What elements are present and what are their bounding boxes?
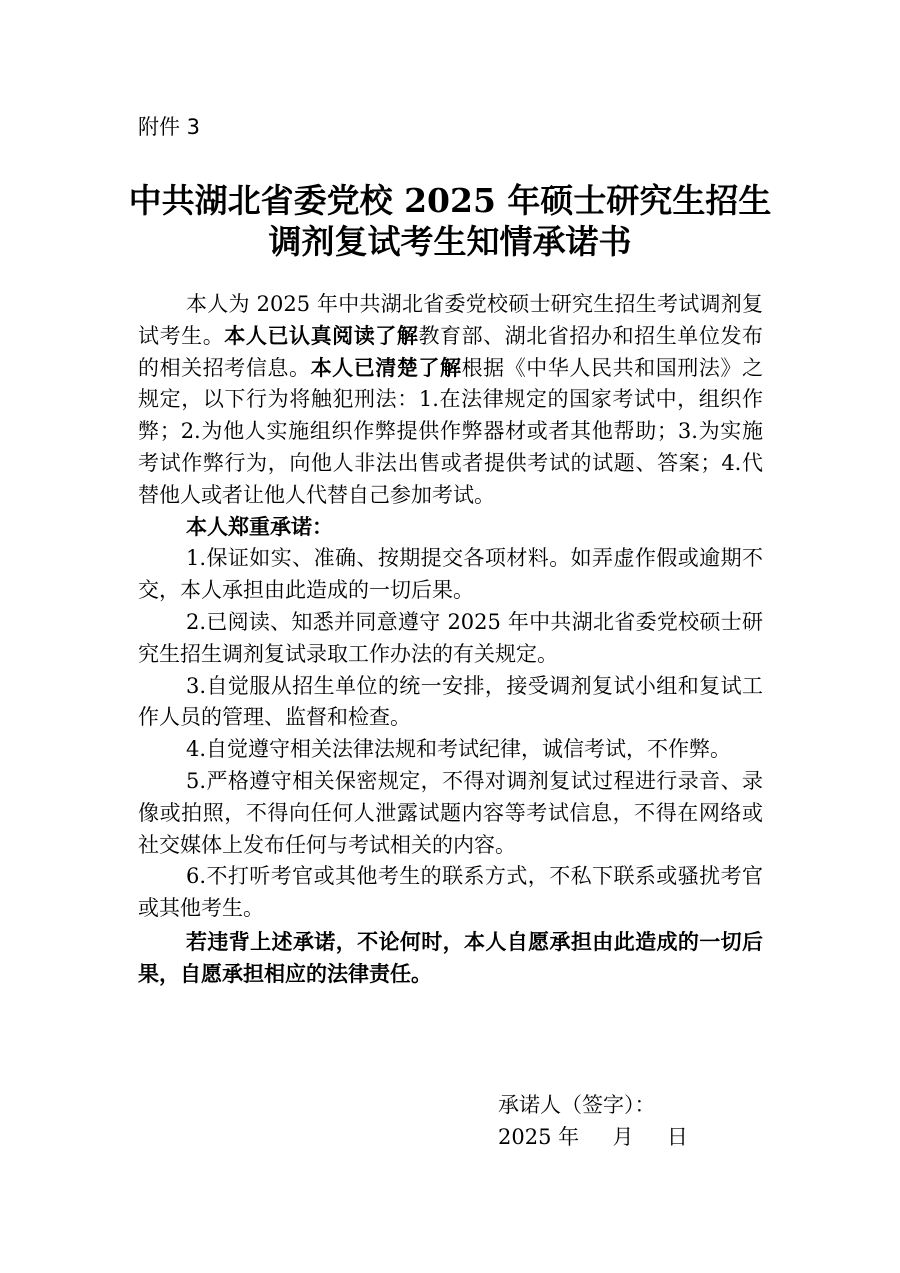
promise-item: 3.自觉服从招生单位的统一安排，接受调剂复试小组和复试工作人员的管理、监督和检查。: [138, 673, 763, 730]
intro-bold-1: 本人已认真阅读了解: [224, 323, 419, 348]
promise-item: 4.自觉遵守相关法律法规和考试纪律，诚信考试，不作弊。: [186, 737, 732, 762]
closing-statement: 若违背上述承诺，不论何时，本人自愿承担由此造成的一切后果，自愿承担相应的法律责任。: [138, 929, 763, 986]
intro-text-1: 本人为 2025 年中共湖北省委党校硕士研究生招生考试调剂复试考生。: [138, 292, 763, 348]
intro-text-2: 教育部、湖北省招办和招生单位发布的相关招考信息。: [138, 323, 764, 380]
signature-block: [498, 1089, 688, 1153]
document-title-line-2: 调剂复试考生知情承诺书: [268, 222, 632, 261]
promise-heading: 本人郑重承诺：: [186, 514, 333, 539]
signer-label: 承诺人（签字）：: [498, 1093, 656, 1117]
document-body: [138, 289, 763, 991]
promise-item: 5.严格遵守相关保密规定，不得对调剂复试过程进行录音、录像或拍照，不得向任何人泄露试题内容等考试信息，不得在网络或社交媒体上发布任何与考试相关的内容。: [138, 768, 763, 857]
promise-item: 1.保证如实、准确、按期提交各项材料。如弄虚作假或逾期不交，本人承担由此造成的一切后果。: [138, 546, 763, 603]
attachment-label: 附件 3: [138, 115, 201, 139]
document-title-line-1: 中共湖北省委党校 2025 年硕士研究生招生: [128, 181, 772, 220]
intro-paragraph: [138, 289, 763, 512]
intro-text-3: 根据《中华人民共和国刑法》之规定，以下行为将触犯刑法：1.在法律规定的国家考试中，组织作弊；2.为他人实施组织作弊提供作弊器材或者其他帮助；3.为实施考试作弊行为，向他人非法出售或者提供考试的试题、答案；4.代替他人或者让他人代替自己参加考试。: [138, 355, 764, 507]
date-line: 2025 年 月 日: [498, 1125, 688, 1149]
intro-bold-2: 本人已清楚了解: [310, 355, 462, 380]
promise-item: 6.不打听考官或其他考生的联系方式，不私下联系或骚扰考官或其他考生。: [138, 864, 763, 921]
promise-item: 2.已阅读、知悉并同意遵守 2025 年中共湖北省委党校硕士研究生招生调剂复试录取工作办法的有关规定。: [138, 609, 763, 666]
